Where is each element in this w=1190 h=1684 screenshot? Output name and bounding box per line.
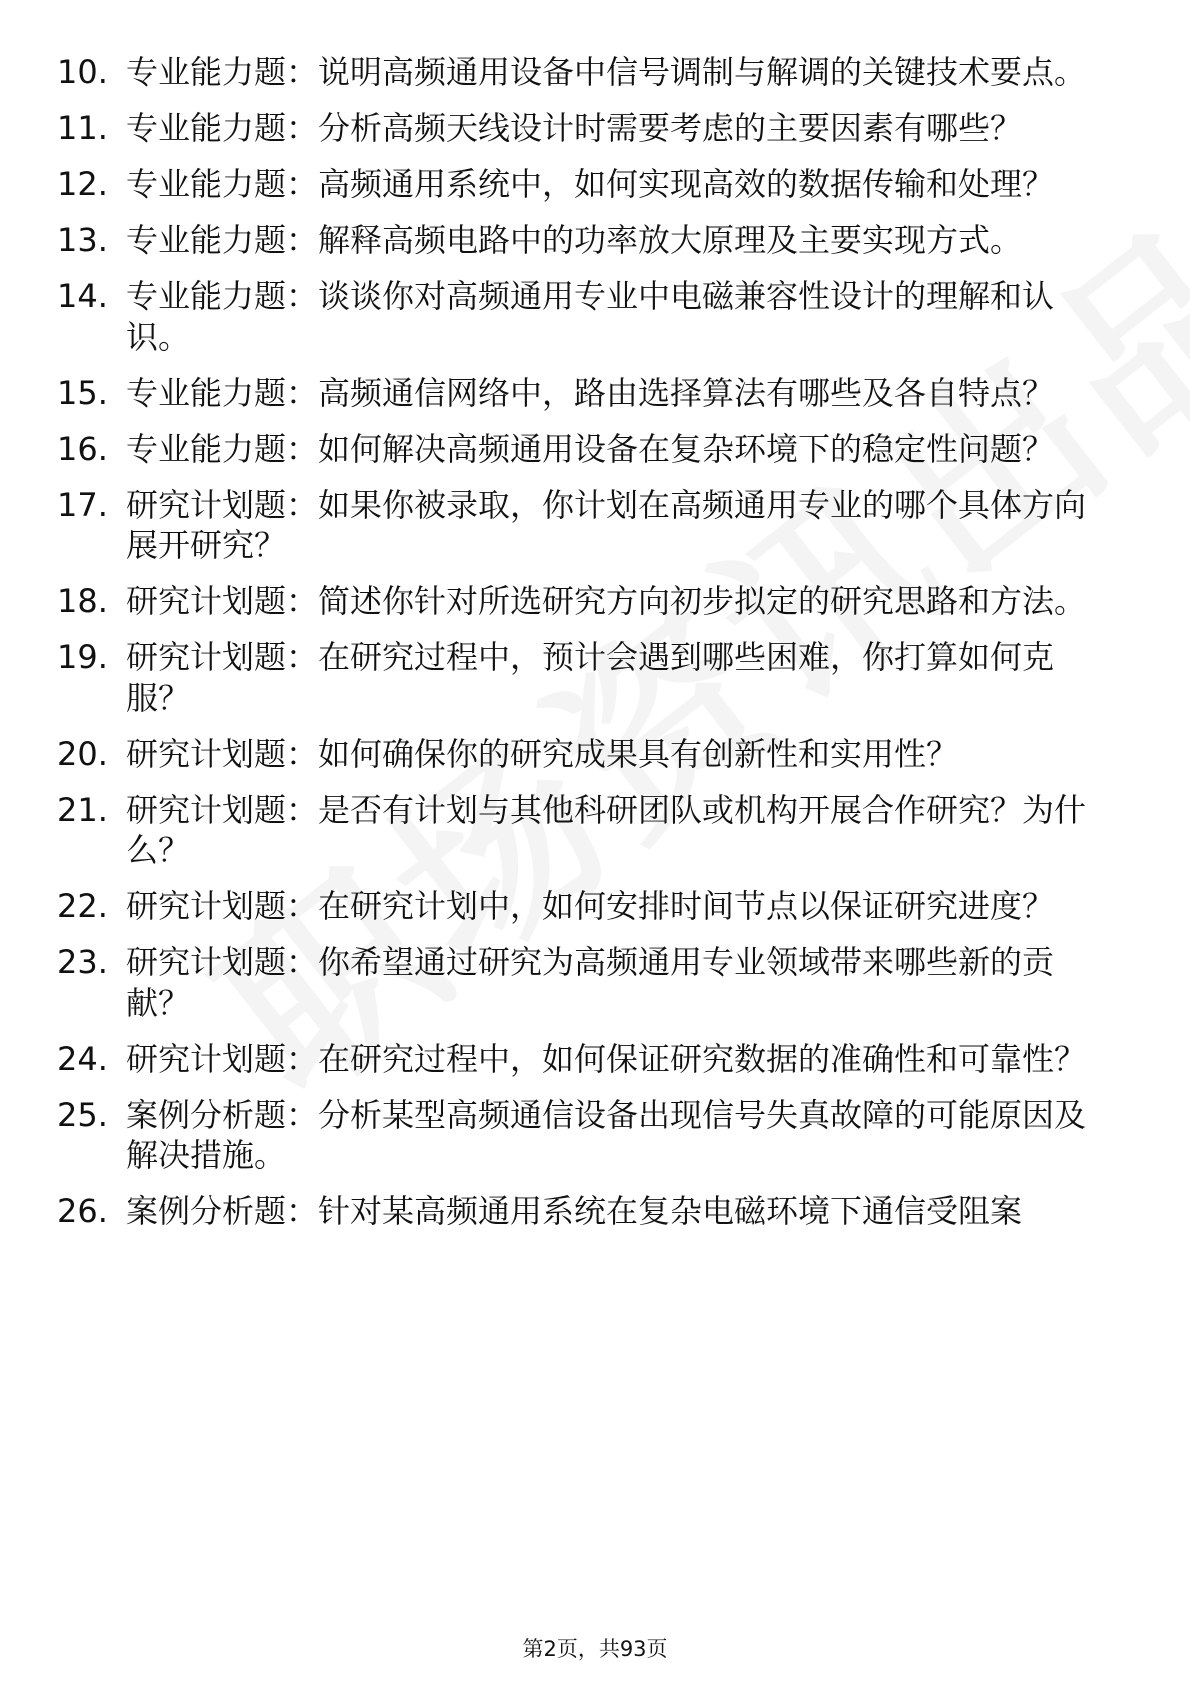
item-number: 11. <box>57 109 108 147</box>
item-text: 专业能力题：解释高频电路中的功率放大原理及主要实现方式。 <box>126 221 1023 259</box>
item-number: 18. <box>57 582 108 620</box>
item-number: 21. <box>57 790 108 829</box>
item-number: 13. <box>57 221 108 259</box>
item-number: 24. <box>57 1039 108 1078</box>
list-item <box>0 485 1190 566</box>
item-text: 研究计划题：如果你被录取，你计划在高频通用专业的哪个具体方向展开研究？ <box>126 485 1087 564</box>
item-text: 研究计划题：是否有计划与其他科研团队或机构开展合作研究？为什么？ <box>126 790 1087 869</box>
item-text: 研究计划题：在研究过程中，如何保证研究数据的准确性和可靠性？ <box>126 1039 1087 1078</box>
list-item <box>0 1191 1190 1232</box>
list-item <box>0 373 1190 414</box>
list-item <box>0 164 1190 205</box>
page-footer: 第2页，共93页 <box>522 1637 668 1661</box>
list-item <box>0 637 1190 718</box>
list-item <box>0 1039 1190 1080</box>
item-text: 研究计划题：如何确保你的研究成果具有创新性和实用性？ <box>126 734 959 773</box>
item-text: 案例分析题：针对某高频通用系统在复杂电磁环境下通信受阻案 <box>126 1192 1023 1230</box>
list-item <box>0 790 1190 871</box>
list-item <box>0 734 1190 775</box>
item-number: 23. <box>57 943 108 981</box>
item-number: 14. <box>57 277 108 315</box>
question-list <box>0 52 1190 1247</box>
item-number: 22. <box>57 887 108 925</box>
item-number: 16. <box>57 429 108 468</box>
list-item <box>0 429 1190 470</box>
list-item <box>0 108 1190 149</box>
item-number: 26. <box>57 1192 108 1230</box>
item-text: 研究计划题：你希望通过研究为高频通用专业领域带来哪些新的贡献？ <box>126 943 1055 1022</box>
list-item <box>0 581 1190 622</box>
item-text: 研究计划题：在研究计划中，如何安排时间节点以保证研究进度？ <box>126 887 1055 925</box>
list-item <box>0 886 1190 927</box>
item-text: 案例分析题：分析某型高频通信设备出现信号失真故障的可能原因及解决措施。 <box>126 1095 1087 1174</box>
list-item <box>0 220 1190 261</box>
list-item <box>0 52 1190 93</box>
item-text: 专业能力题：高频通信网络中，路由选择算法有哪些及各自特点？ <box>126 373 1055 412</box>
item-text: 专业能力题：如何解决高频通用设备在复杂环境下的稳定性问题？ <box>126 429 1055 468</box>
item-text: 研究计划题：简述你针对所选研究方向初步拟定的研究思路和方法。 <box>126 582 1087 620</box>
item-number: 12. <box>57 165 108 203</box>
item-number: 15. <box>57 373 108 412</box>
item-number: 20. <box>57 734 108 773</box>
item-number: 19. <box>57 638 108 676</box>
list-item <box>0 276 1190 357</box>
item-number: 17. <box>57 485 108 524</box>
item-number: 10. <box>57 53 108 91</box>
item-text: 专业能力题：谈谈你对高频通用专业中电磁兼容性设计的理解和认识。 <box>126 277 1055 356</box>
item-text: 研究计划题：在研究过程中，预计会遇到哪些困难，你打算如何克服？ <box>126 638 1055 717</box>
item-text: 专业能力题：分析高频天线设计时需要考虑的主要因素有哪些？ <box>126 109 1023 147</box>
item-text: 专业能力题：高频通用系统中，如何实现高效的数据传输和处理？ <box>126 165 1055 203</box>
item-text: 专业能力题：说明高频通用设备中信号调制与解调的关键技术要点。 <box>126 53 1087 91</box>
item-number: 25. <box>57 1095 108 1134</box>
list-item <box>0 1095 1190 1176</box>
list-item <box>0 942 1190 1023</box>
